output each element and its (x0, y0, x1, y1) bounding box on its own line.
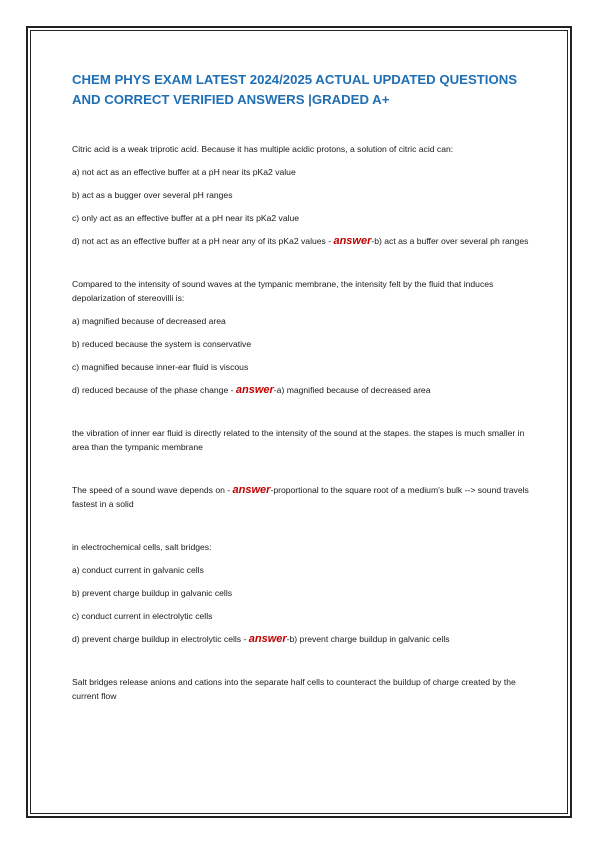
option-c: c) only act as an effective buffer at a pH near its pKa2 value (72, 213, 300, 223)
question-with-answer (72, 483, 532, 511)
option-d: d) prevent charge buildup in electrolytic cells - (72, 634, 249, 644)
question-sound-intensity (72, 277, 532, 397)
option-c: c) conduct current in electrolytic cells (72, 611, 213, 621)
answer-text: -a) magnified because of decreased area (273, 385, 431, 395)
question-text: The speed of a sound wave depends on - (72, 485, 233, 495)
answer-label: answer (248, 633, 287, 645)
option-b: b) act as a bugger over several pH ranges (72, 190, 233, 200)
question-citric-acid (72, 142, 532, 248)
answer-label: answer (232, 484, 271, 496)
option-d: d) reduced because of the phase change - (72, 385, 236, 395)
answer-text: -b) act as a buffer over several ph ranges (371, 236, 529, 246)
answer-label: answer (333, 235, 372, 247)
question-text: Citric acid is a weak triprotic acid. Because it has multiple acidic protons, a solution of citric acid can: (72, 144, 454, 154)
question-text: Compared to the intensity of sound waves at the tympanic membrane, the intensity felt by the fluid that induces depolarization of stereovilli is: (72, 279, 494, 303)
question-salt-bridges (72, 540, 532, 646)
question-text: in electrochemical cells, salt bridges: (72, 542, 212, 552)
option-b: b) prevent charge buildup in galvanic cells (72, 588, 233, 598)
answer-text: -proportional to the square root of a medium's bulk --> sound travels fastest in a solid (72, 485, 529, 509)
option-d-with-answer (72, 234, 532, 248)
note-text: the vibration of inner ear fluid is directly related to the intensity of the sound at the stapes. the stapes is much smaller in area than the tympanic membrane (72, 428, 525, 452)
document-title: CHEM PHYS EXAM LATEST 2024/2025 ACTUAL UPDATED QUESTIONS AND CORRECT VERIFIED ANSWERS |GRADED A+ (72, 72, 518, 107)
option-c: c) magnified because inner-ear fluid is viscous (72, 362, 249, 372)
document-body (72, 70, 532, 712)
option-a: a) conduct current in galvanic cells (72, 565, 204, 575)
note-inner-ear (72, 426, 532, 454)
answer-label: answer (235, 384, 274, 396)
option-b: b) reduced because the system is conservative (72, 339, 252, 349)
option-d-with-answer (72, 383, 532, 397)
option-a: a) not act as an effective buffer at a pH near its pKa2 value (72, 167, 296, 177)
note-text: Salt bridges release anions and cations into the separate half cells to counteract the buildup of charge created by the current flow (72, 677, 516, 701)
option-d-with-answer (72, 632, 532, 646)
note-salt-bridges (72, 675, 532, 703)
answer-text: -b) prevent charge buildup in galvanic cells (286, 634, 450, 644)
option-d: d) not act as an effective buffer at a pH near any of its pKa2 values - (72, 236, 334, 246)
option-a: a) magnified because of decreased area (72, 316, 226, 326)
question-sound-speed (72, 483, 532, 511)
